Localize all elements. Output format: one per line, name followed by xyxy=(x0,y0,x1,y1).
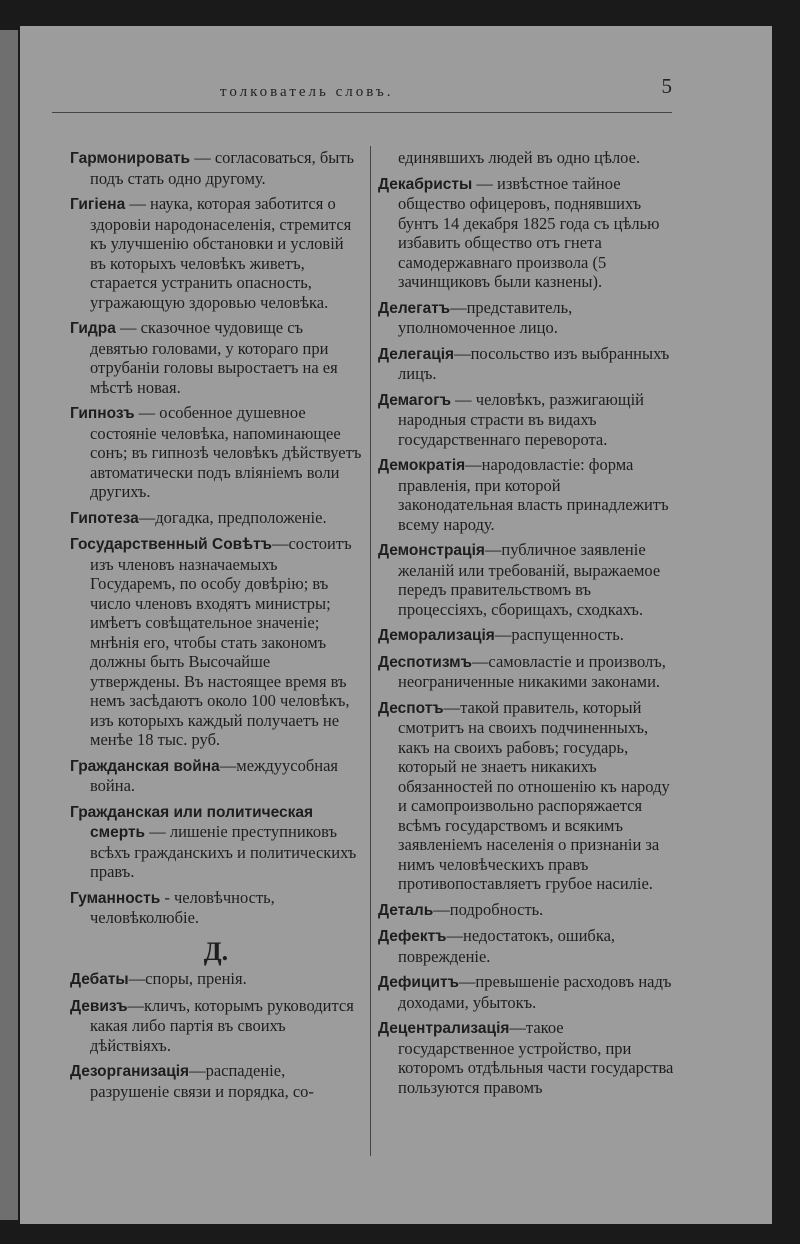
dictionary-entry xyxy=(70,888,362,928)
page-number: 5 xyxy=(661,74,672,98)
entry-term: Демагогъ xyxy=(378,391,452,409)
entry-definition: —посольство изъ выбранныхъ лицъ. xyxy=(398,343,670,383)
dictionary-entry xyxy=(378,298,674,338)
running-title: толкователь словъ. xyxy=(220,84,394,100)
entry-term: Гражданская или политическая смерть xyxy=(70,803,314,841)
entry-definition: —народовластіе: форма правленія, при которой законодательная власть принадлежитъ всему народу. xyxy=(398,455,669,534)
entry-definition: —кличъ, которымъ руководится какая либо партія въ своихъ дѣйствіяхъ. xyxy=(90,995,354,1055)
entry-term: Дефицитъ xyxy=(378,974,459,991)
entry-term: Гипнозъ xyxy=(70,405,135,422)
entry-term: Гигіена xyxy=(70,196,126,213)
entry-definition: —самовластіе и произволъ, неограниченные никакими законами. xyxy=(398,651,666,691)
dictionary-entry xyxy=(378,1018,674,1097)
entry-term: Дезорганизація xyxy=(70,1063,190,1080)
dictionary-entry xyxy=(70,534,362,750)
dictionary-entry xyxy=(378,344,674,384)
dictionary-entry xyxy=(378,540,674,619)
entry-definition: — наука, которая заботится о здоровіи народонаселенія, стремится къ улучшенію обстановки и условій въ которыхъ человѣкъ живетъ, старается устранить опасность, угражающую здоровью человѣка. xyxy=(90,194,352,312)
entry-definition: —такой правитель, который смотритъ на своихъ подчиненныхъ, какъ на своихъ рабовъ; государь, который не знаетъ никакихъ обязанностей по отношенію къ народу и самопроизвольно распоряжается всѣмъ государствомъ и всякимъ заявленіемъ населенія о признаніи за нимъ человѣческихъ правъ противопоставляетъ грубое насиліе. xyxy=(398,697,670,893)
entry-term: Деморализація xyxy=(378,627,495,644)
entry-definition: —недостатокъ, ошибка, поврежденіе. xyxy=(398,926,616,966)
dictionary-entry xyxy=(378,652,674,692)
dictionary-entry xyxy=(378,455,674,534)
entry-term: Дебаты xyxy=(70,971,129,988)
dictionary-entry xyxy=(378,900,674,921)
entry-term: Гипотеза xyxy=(70,509,139,527)
entry-definition: —распущенность. xyxy=(494,625,624,644)
dictionary-entry xyxy=(70,148,362,188)
entry-term: Девизъ xyxy=(70,997,128,1015)
section-letter: Д. xyxy=(203,936,229,966)
entry-definition: —междуусобная война. xyxy=(90,755,339,795)
entry-term: Демонстрація xyxy=(378,542,485,559)
right-column xyxy=(378,148,674,1103)
entry-definition: — лишеніе преступниковъ всѣхъ гражданскихъ и политическихъ правъ. xyxy=(90,822,357,881)
dictionary-entry xyxy=(70,318,362,397)
column-divider xyxy=(370,146,371,1156)
adjacent-page-edge xyxy=(0,30,18,1220)
entry-term: Государственный Совѣтъ xyxy=(70,536,272,553)
entry-term: Деталь xyxy=(378,901,434,919)
dictionary-entry xyxy=(70,508,362,529)
entry-definition: — согласоваться, быть подъ стать одно другому. xyxy=(90,148,355,188)
entry-definition: —догадка, предположеніе. xyxy=(138,507,327,527)
entry-continuation: единявшихъ людей въ одно цѣлое. xyxy=(398,148,641,167)
entry-term: Гражданская война xyxy=(70,757,220,775)
dictionary-entry xyxy=(378,625,674,646)
entry-definition: —представитель, уполномоченное лицо. xyxy=(398,297,573,337)
entry-term: Деспотъ xyxy=(378,699,444,717)
entry-definition: —споры, пренія. xyxy=(128,969,247,988)
entry-term: Дефектъ xyxy=(378,928,447,945)
entry-term: Декабристы xyxy=(378,175,473,193)
entry-definition: —состоитъ изъ членовъ назначаемыхъ Государемъ, по особу довѣрію; въ число членовъ входятъ министры; имѣетъ совѣщательное значеніе; мнѣнія его, чтобы стать закономъ должны быть Высочайше утверждены. Въ настоящее время въ немъ засѣдаютъ около 100 человѣкъ, изъ которыхъ каждый получаетъ не менѣе 18 тыс. руб. xyxy=(90,534,352,749)
dictionary-entry xyxy=(70,802,362,882)
entry-definition: —такое государственное устройство, при которомъ отдѣльныя части государства пользуются правомъ xyxy=(398,1018,674,1097)
entry-definition: - человѣчность, человѣколюбіе. xyxy=(90,887,275,927)
entry-definition: —публичное заявленіе желаній или требованій, выражаемое передъ правительствомъ въ процессіяхъ, сборищахъ, сходкахъ. xyxy=(398,540,661,619)
left-column xyxy=(70,148,362,1107)
entry-definition: — сказочное чудовище съ девятью головами, у котораго при отрубаніи головы выростаетъ на ея мѣстѣ новая. xyxy=(90,318,338,397)
entry-term: Демократія xyxy=(378,457,466,474)
dictionary-entry xyxy=(378,972,674,1012)
dictionary-entry xyxy=(70,969,362,990)
dictionary-entry xyxy=(378,390,674,450)
dictionary-entry xyxy=(70,1061,362,1101)
entry-term: Гармонировать xyxy=(70,150,191,167)
dictionary-entry xyxy=(378,174,674,292)
entry-term: Делегатъ xyxy=(378,299,451,317)
entry-term: Делегація xyxy=(378,345,455,363)
entry-definition: —распаденіе, разрушеніе связи и порядка, со- xyxy=(90,1061,314,1101)
dictionary-entry xyxy=(70,996,362,1056)
entry-definition: — особенное душевное состояніе человѣка, напоминающее сонъ; въ гипнозѣ человѣкъ дѣйствуетъ автоматически подъ вліяніемъ воли другихъ. xyxy=(90,403,362,501)
entry-term: Гидра xyxy=(70,320,116,337)
entry-definition: — человѣкъ, разжигающій народныя страсти въ видахъ государственнаго переворота. xyxy=(398,389,644,449)
dictionary-entry xyxy=(378,698,674,894)
dictionary-entry xyxy=(70,403,362,502)
entry-definition: — извѣстное тайное общество офицеровъ, поднявшихъ бунтъ 14 декабря 1825 года съ цѣлью избавить общество отъ гнета самодержавнаго произвола (5 зачинщиковъ были казнены). xyxy=(398,173,660,291)
entry-definition: —превышеніе расходовъ надъ доходами, убытокъ. xyxy=(398,972,672,1012)
dictionary-entry xyxy=(70,756,362,796)
entry-term: Деспотизмъ xyxy=(378,653,472,671)
entry-definition: —подробность. xyxy=(433,899,544,919)
entry-term: Гуманность xyxy=(70,889,161,907)
running-header xyxy=(52,74,672,113)
entry-term: Децентрализація xyxy=(378,1020,510,1037)
dictionary-entry xyxy=(378,926,674,966)
dictionary-entry xyxy=(70,194,362,312)
